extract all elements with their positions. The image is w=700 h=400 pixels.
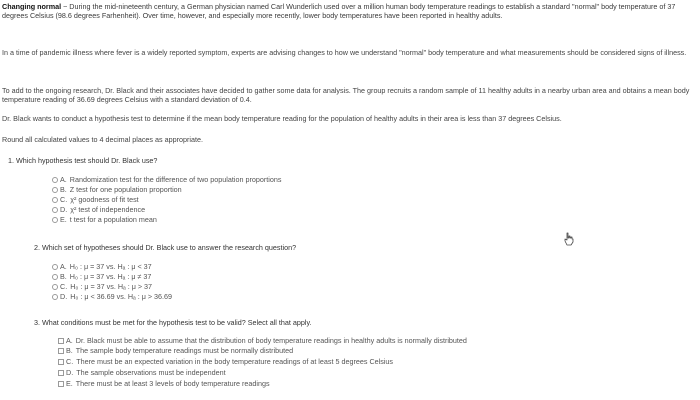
question-1-prompt: 1. Which hypothesis test should Dr. Black use? (8, 156, 158, 165)
checkbox[interactable] (58, 381, 64, 387)
question-3-prompt: 3. What conditions must be met for the hypothesis test to be valid? Select all that apply. (34, 318, 312, 327)
q2-option-a[interactable]: A. H₀ : μ = 37 vs. Hₐ : μ < 37 (52, 262, 152, 271)
radio-button[interactable] (52, 207, 58, 213)
checkbox[interactable] (58, 370, 64, 376)
q1-option-e[interactable]: E. t test for a population mean (52, 215, 157, 224)
radio-button[interactable] (52, 274, 58, 280)
intro-paragraph (2, 2, 694, 20)
question-2-prompt: 2. Which set of hypotheses should Dr. Black use to answer the research question? (34, 243, 297, 252)
q3-option-c[interactable]: C. There must be an expected variation in the body temperature readings of at least 5 degrees Celsius (58, 357, 393, 366)
q2-option-c[interactable]: C. H₀ : μ = 37 vs. Hₐ : μ > 37 (52, 282, 152, 291)
hand-cursor-icon (562, 232, 576, 246)
q2-option-b[interactable]: B. H₀ : μ = 37 vs. Hₐ : μ ≠ 37 (52, 272, 151, 281)
context-paragraph: In a time of pandemic illness where fever is a widely reported symptom, experts are advising changes to how we understand "normal" body temperature and what measurements should be considered signs of illness. (2, 48, 687, 57)
intro-title: Changing normal (2, 2, 62, 11)
checkbox[interactable] (58, 359, 64, 365)
checkbox[interactable] (58, 348, 64, 354)
radio-button[interactable] (52, 284, 58, 290)
radio-button[interactable] (52, 187, 58, 193)
q3-option-a[interactable]: A. Dr. Black must be able to assume that the distribution of body temperature readings in healthy adults is normally distributed (58, 336, 467, 345)
radio-button[interactable] (52, 264, 58, 270)
radio-button[interactable] (52, 294, 58, 300)
study-paragraph: To add to the ongoing research, Dr. Black and their associates have decided to gather some data for analysis. The group recruits a random sample of 11 healthy adults in a nearby urban area and obtains a mean body temperature reading of 36.69 degrees Celsius with a standard deviation of 0.4. (2, 86, 690, 104)
q3-option-d[interactable]: D. The sample observations must be independent (58, 368, 226, 377)
goal-paragraph: Dr. Black wants to conduct a hypothesis test to determine if the mean body temperature reading for the population of healthy adults in their area is less than 37 degrees Celsius. (2, 114, 562, 123)
q1-option-b[interactable]: B. Z test for one population proportion (52, 185, 182, 194)
checkbox[interactable] (58, 338, 64, 344)
q1-option-d[interactable]: D. χ² test of independence (52, 205, 145, 214)
radio-button[interactable] (52, 177, 58, 183)
q1-option-a[interactable]: A. Randomization test for the difference of two population proportions (52, 175, 281, 184)
rounding-instruction: Round all calculated values to 4 decimal places as appropriate. (2, 135, 203, 144)
radio-button[interactable] (52, 217, 58, 223)
q2-option-d[interactable]: D. H₀ : μ < 36.69 vs. Hₐ : μ > 36.69 (52, 292, 172, 301)
q3-option-b[interactable]: B. The sample body temperature readings must be normally distributed (58, 346, 293, 355)
radio-button[interactable] (52, 197, 58, 203)
q1-option-c[interactable]: C. χ² goodness of fit test (52, 195, 139, 204)
q3-option-e[interactable]: E. There must be at least 3 levels of body temperature readings (58, 379, 270, 388)
intro-text: ~ During the mid-nineteenth century, a German physician named Carl Wunderlich used over a million human body temperature readings to establish a standard "normal" body temperature of 37 degrees Celsius (98.6 degrees Farhenheit). Over time, however, and especially more recently, lower body temperatures have been reported in healthy adults. (2, 2, 676, 20)
